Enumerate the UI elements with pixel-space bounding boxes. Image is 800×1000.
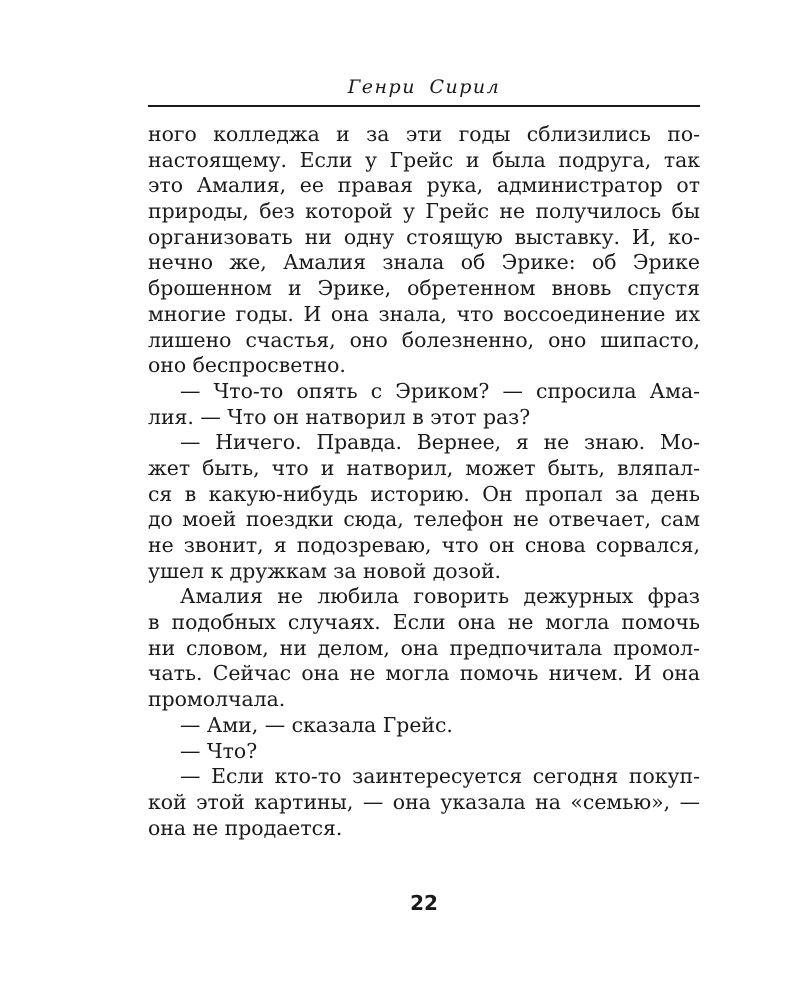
- text-line: в подобных случаях. Если она не могла помочь: [148, 610, 700, 635]
- text-line: — Если кто-то заинтересуется сегодня покуп-: [180, 764, 700, 789]
- text-line: брошенном и Эрике, обретенном вновь спустя: [148, 276, 700, 301]
- text-line: настоящему. Если у Грейс и была подруга, так: [148, 147, 700, 172]
- text-line: нечно же, Амалия знала об Эрике: об Эрике: [148, 250, 700, 275]
- text-line: многие годы. И она знала, что воссоединение их: [148, 301, 700, 326]
- header-rule: [148, 105, 700, 107]
- text-line: Амалия не любила говорить дежурных фраз: [180, 584, 700, 609]
- text-line: промолчала.: [148, 687, 286, 712]
- text-line: ся в какую-нибудь историю. Он пропал за день: [148, 481, 700, 506]
- text-line: ного колледжа и за эти годы сблизились по-: [148, 122, 700, 146]
- text-line: природы, без которой у Грейс не получилось бы: [148, 199, 700, 224]
- running-title: Генри Сирил: [347, 76, 501, 98]
- text-line: чать. Сейчас она не могла помочь ничем. И она: [148, 661, 700, 686]
- text-line: лишено счастья, оно болезненно, оно шипасто,: [148, 327, 700, 352]
- page-number: 22: [410, 891, 438, 915]
- text-line: кой этой картины, — она указала на «семью», —: [148, 789, 700, 814]
- text-line: не звонит, я подозреваю, что он снова сорвался,: [148, 533, 700, 557]
- text-line: — Что?: [180, 738, 258, 763]
- text-line: организовать ни одну стоящую выставку. И, ко-: [148, 224, 700, 249]
- text-line: ушел к дружкам за новой дозой.: [148, 558, 502, 583]
- text-line: лия. — Что он натворил в этот раз?: [148, 404, 531, 429]
- text-line: — Ами, — сказала Грейс.: [180, 712, 453, 737]
- text-line: она не продается.: [148, 815, 343, 840]
- text-line: ни словом, ни делом, она предпочитала промол-: [148, 635, 700, 660]
- text-line: до моей поездки сюда, телефон не отвечает, сам: [148, 507, 700, 532]
- text-line: это Амалия, ее правая рука, администратор от: [148, 173, 700, 198]
- text-line: — Что-то опять с Эриком? — спросила Ама-: [180, 378, 700, 403]
- text-line: — Ничего. Правда. Вернее, я не знаю. Мо-: [180, 430, 700, 455]
- body-text: [148, 122, 700, 841]
- text-line: оно беспросветно.: [148, 353, 346, 378]
- text-line: жет быть, что и натворил, может быть, вляпал-: [148, 455, 700, 480]
